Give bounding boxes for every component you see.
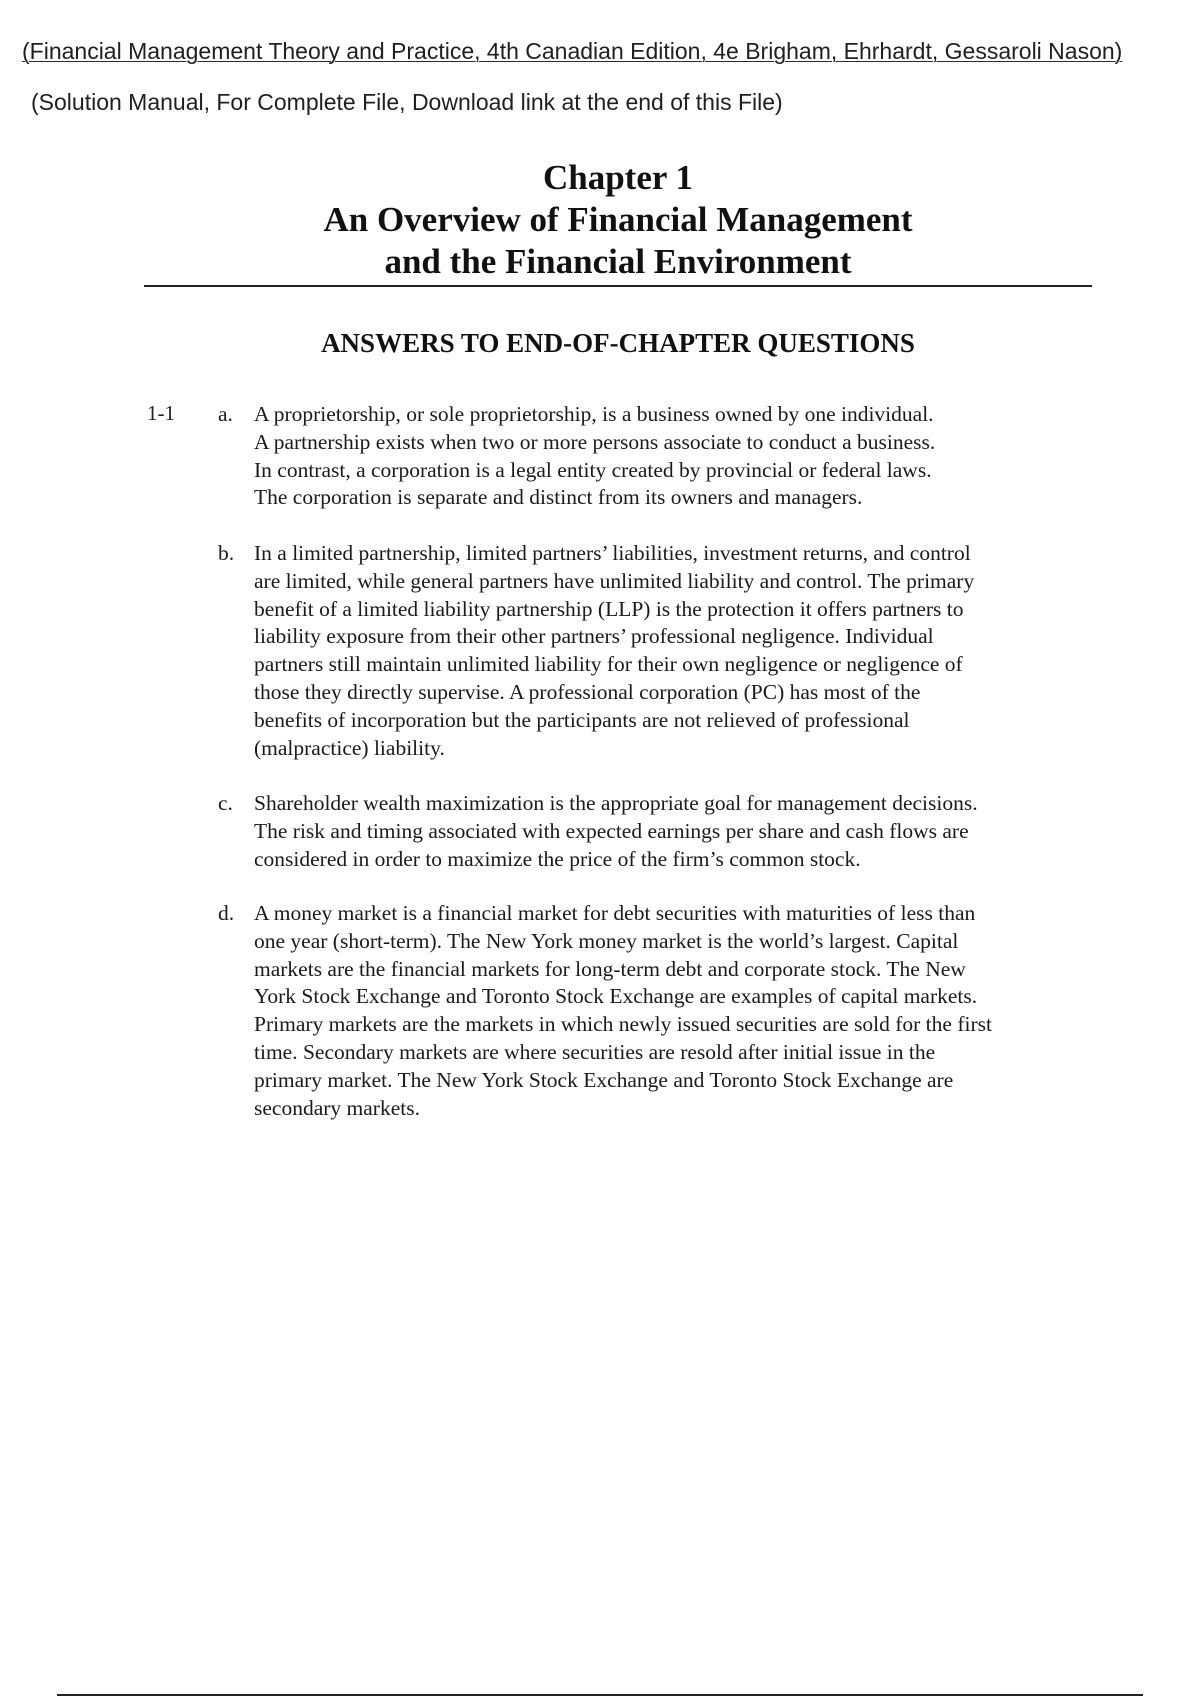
answer-letter: a. bbox=[218, 402, 233, 426]
answer-item bbox=[210, 900, 1110, 1122]
answer-item bbox=[210, 540, 1110, 762]
answer-line: those they directly supervise. A professional corporation (PC) has most of the bbox=[254, 679, 921, 704]
answer-line: liability exposure from their other partners’ professional negligence. Individual bbox=[254, 624, 934, 649]
chapter-number: Chapter 1 bbox=[542, 158, 694, 197]
answer-letter: b. bbox=[218, 541, 235, 565]
solution-manual-note: (Solution Manual, For Complete File, Download link at the end of this File) bbox=[31, 89, 783, 115]
answer-line: benefits of incorporation but the participants are not relieved of professional bbox=[254, 707, 910, 732]
answer-line: The corporation is separate and distinct from its owners and managers. bbox=[254, 485, 863, 510]
answer-line: benefit of a limited liability partnership (LLP) is the protection it offers partners to bbox=[254, 596, 964, 621]
answer-line: Shareholder wealth maximization is the appropriate goal for management decisions. bbox=[254, 791, 978, 815]
answer-line: In contrast, a corporation is a legal entity created by provincial or federal laws. bbox=[254, 457, 932, 482]
answer-line: one year (short-term). The New York money market is the world’s largest. Capital bbox=[254, 928, 959, 953]
answer-line: A partnership exists when two or more persons associate to conduct a business. bbox=[254, 429, 936, 454]
answer-text bbox=[254, 900, 1110, 1122]
answer-line: (malpractice) liability. bbox=[254, 735, 445, 760]
chapter-title-line: and the Financial Environment bbox=[384, 242, 852, 281]
answer-line: The risk and timing associated with expected earnings per share and cash flows are bbox=[254, 818, 969, 843]
answer-line: time. Secondary markets are where securities are resold after initial issue in the bbox=[254, 1039, 936, 1064]
question-number: 1-1 bbox=[147, 401, 175, 425]
answer-line: are limited, while general partners have unlimited liability and control. The primary bbox=[254, 568, 975, 593]
footer-divider bbox=[57, 1694, 1143, 1696]
section-heading: ANSWERS TO END-OF-CHAPTER QUESTIONS bbox=[321, 328, 915, 358]
answer-line: A proprietorship, or sole proprietorship, is a business owned by one individual. bbox=[254, 402, 934, 426]
chapter-title bbox=[145, 157, 1091, 283]
answer-item bbox=[210, 790, 1110, 873]
answer-item bbox=[210, 401, 1110, 512]
answer-text bbox=[254, 401, 1110, 512]
answer-text bbox=[254, 790, 1110, 873]
answer-line: secondary markets. bbox=[254, 1095, 420, 1120]
answer-line: considered in order to maximize the price of the firm’s common stock. bbox=[254, 846, 861, 871]
answer-line: primary market. The New York Stock Exchange and Toronto Stock Exchange are bbox=[254, 1067, 954, 1092]
answer-text bbox=[254, 540, 1110, 762]
answer-line: markets are the financial markets for long-term debt and corporate stock. The New bbox=[254, 956, 966, 981]
title-divider bbox=[144, 285, 1092, 287]
answer-line: Primary markets are the markets in which newly issued securities are sold for the first bbox=[254, 1012, 992, 1037]
answer-letter: c. bbox=[218, 791, 233, 815]
answer-line: In a limited partnership, limited partners’ liabilities, investment returns, and control bbox=[254, 541, 971, 565]
source-banner-line: (Financial Management Theory and Practice, 4th Canadian Edition, 4e Brigham, Ehrhardt, Gessaroli Nason) bbox=[22, 38, 1123, 64]
answer-line: A money market is a financial market for debt securities with maturities of less than bbox=[254, 901, 976, 925]
answer-line: partners still maintain unlimited liability for their own negligence or negligence of bbox=[254, 652, 963, 677]
answer-letter: d. bbox=[218, 901, 235, 925]
answer-line: York Stock Exchange and Toronto Stock Exchange are examples of capital markets. bbox=[254, 984, 978, 1009]
chapter-title-line: An Overview of Financial Management bbox=[323, 200, 913, 239]
